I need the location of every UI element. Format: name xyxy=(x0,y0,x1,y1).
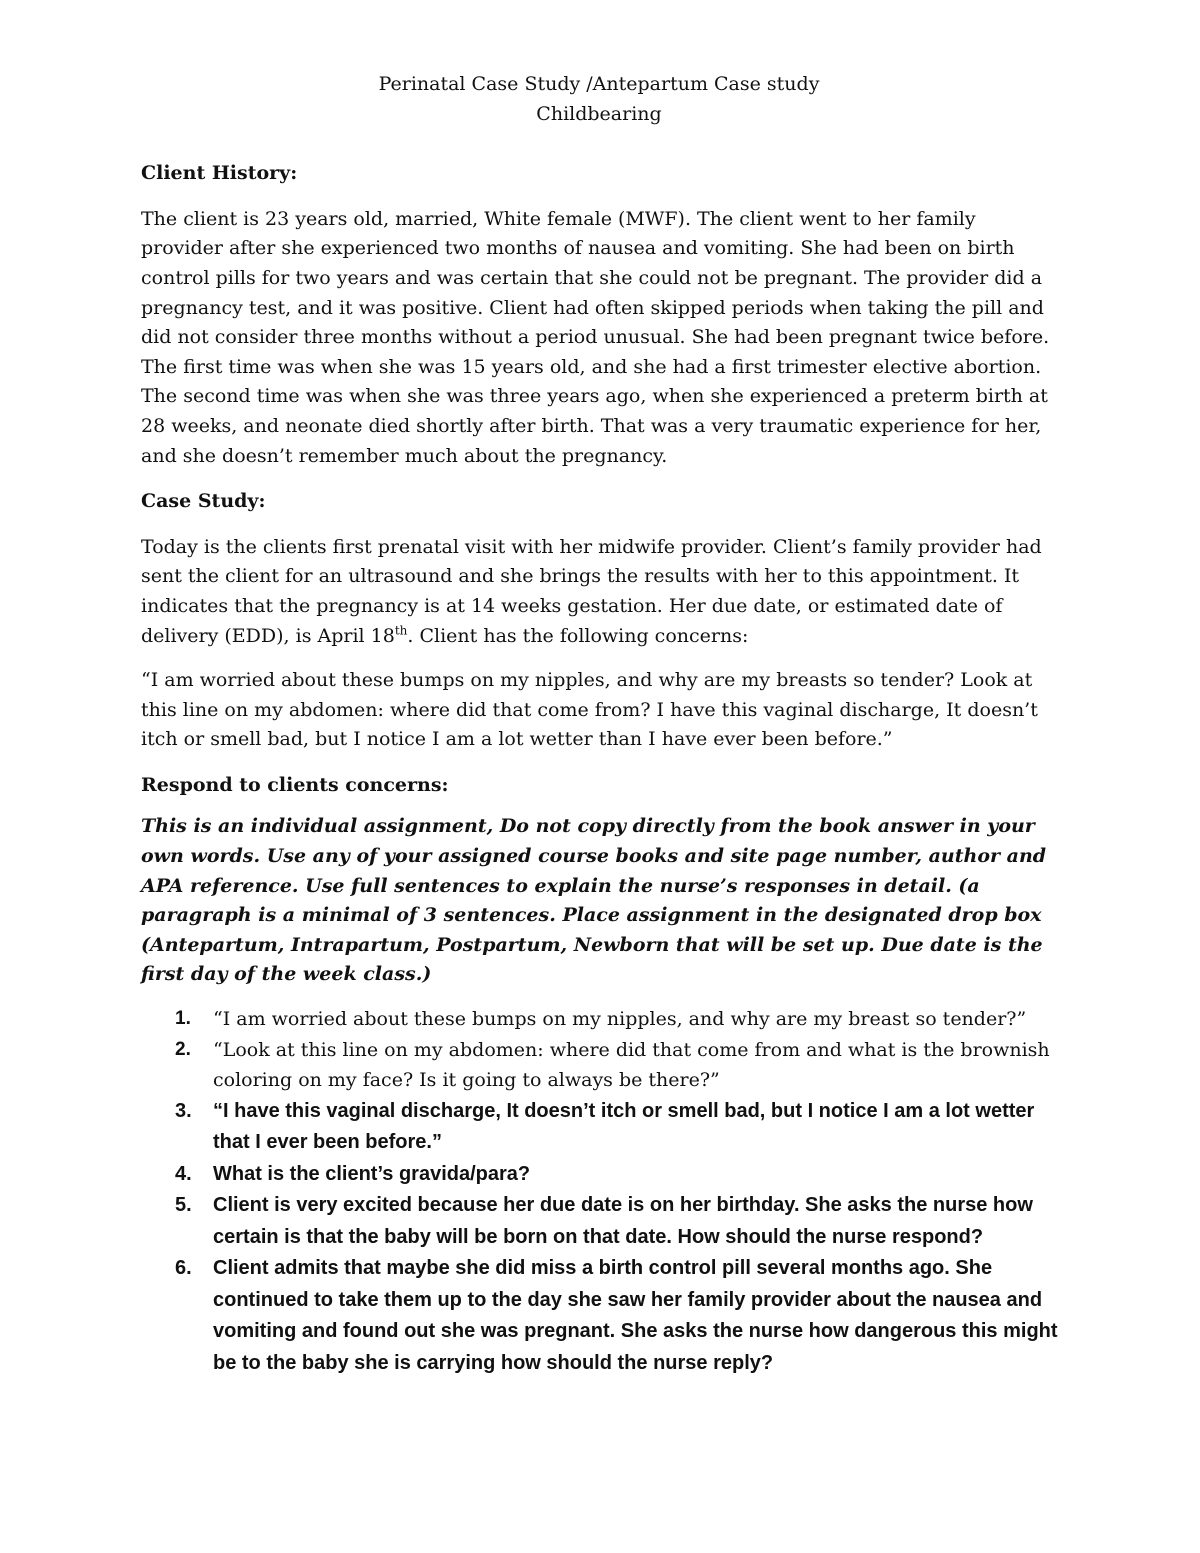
case-study-paragraph xyxy=(141,533,1061,651)
list-item-number: 5. xyxy=(175,1194,192,1217)
case-study-heading: Case Study: xyxy=(141,490,266,513)
list-item-text: Client is very excited because her due date is on her birthday. She asks the nurse how certain is that the baby will be born on that date. How should the nurse respond? xyxy=(213,1194,1033,1248)
list-item-number: 3. xyxy=(175,1099,192,1122)
document-title xyxy=(137,70,1061,129)
case-study-text-end: . Client has the following concerns: xyxy=(407,624,749,647)
list-item xyxy=(175,1159,1061,1191)
list-item xyxy=(175,1190,1061,1253)
title-line-1: Perinatal Case Study /Antepartum Case study xyxy=(378,73,820,95)
list-item xyxy=(175,1004,1061,1035)
respond-heading: Respond to clients concerns: xyxy=(141,773,449,796)
ordinal-superscript: th xyxy=(394,623,408,638)
question-list xyxy=(141,1004,1061,1379)
list-item-number: 1. xyxy=(175,1008,191,1030)
case-study-text-start: Today is the clients first prenatal visit with her midwife provider. Client’s family provider had sent the client for an ultrasound and she brings the results with her to this appointment. It indicates that the pregnancy is at 14 weeks gestation. Her due date, or estimated date of delivery (EDD), is April 18 xyxy=(141,535,1042,647)
client-history-paragraph: The client is 23 years old, married, White female (MWF). The client went to her family provider after she experienced two months of nausea and vomiting. She had been on birth control pills for two years and was certain that she could not be pregnant. The provider did a pregnancy test, and it was positive. Client had often skipped periods when taking the pill and did not consider three months without a period unusual. She had been pregnant twice before. The first time was when she was 15 years old, and she had a first trimester elective abortion. The second time was when she was three years ago, when she experienced a preterm birth at 28 weeks, and neonate died shortly after birth. That was a very traumatic experience for her, and she doesn’t remember much about the pregnancy. xyxy=(141,207,1050,467)
list-item xyxy=(175,1035,1061,1096)
list-item-text: “I am worried about these bumps on my nipples, and why are my breast so tender?” xyxy=(213,1008,1027,1031)
list-item-text: “I have this vaginal discharge, It doesn’t itch or smell bad, but I notice I am a lot wetter that I ever been before.” xyxy=(213,1099,1035,1154)
list-item-number: 4. xyxy=(175,1162,192,1185)
list-item xyxy=(175,1253,1061,1379)
list-item-number: 6. xyxy=(175,1257,192,1280)
list-item-text: What is the client’s gravida/para? xyxy=(213,1162,531,1185)
title-line-2: Childbearing xyxy=(536,102,662,125)
document-page xyxy=(141,70,1061,1379)
list-item-text: Client admits that maybe she did miss a birth control pill several months ago. She continued to take them up to the day she saw her family provider about the nausea and vomiting and found out she was pregnant. She asks the nurse how dangerous this might be to the baby she is carrying how should the nurse reply? xyxy=(213,1257,1058,1374)
client-quote: “I am worried about these bumps on my nipples, and why are my breasts so tender? Look at this line on my abdomen: where did that come from? I have this vaginal discharge, It doesn’t itch or smell bad, but I notice I am a lot wetter than I have ever been before.” xyxy=(141,669,1038,751)
list-item xyxy=(175,1096,1061,1159)
list-item-text: “Look at this line on my abdomen: where did that come from and what is the brownish coloring on my face? Is it going to always be there?” xyxy=(213,1038,1050,1092)
client-history-heading: Client History: xyxy=(141,162,298,185)
assignment-instructions: This is an individual assignment, Do not copy directly from the book answer in your own words. Use any of your assigned course books and site page number, author and APA reference. Use full sentences to explain the nurse’s responses in detail. (a paragraph is a minimal of 3 sentences. Place assignment in the designated drop box (Antepartum, Intrapartum, Postpartum, Newborn that will be set up. Due date is the first day of the week class.) xyxy=(141,815,1047,986)
list-item-number: 2. xyxy=(175,1038,191,1060)
